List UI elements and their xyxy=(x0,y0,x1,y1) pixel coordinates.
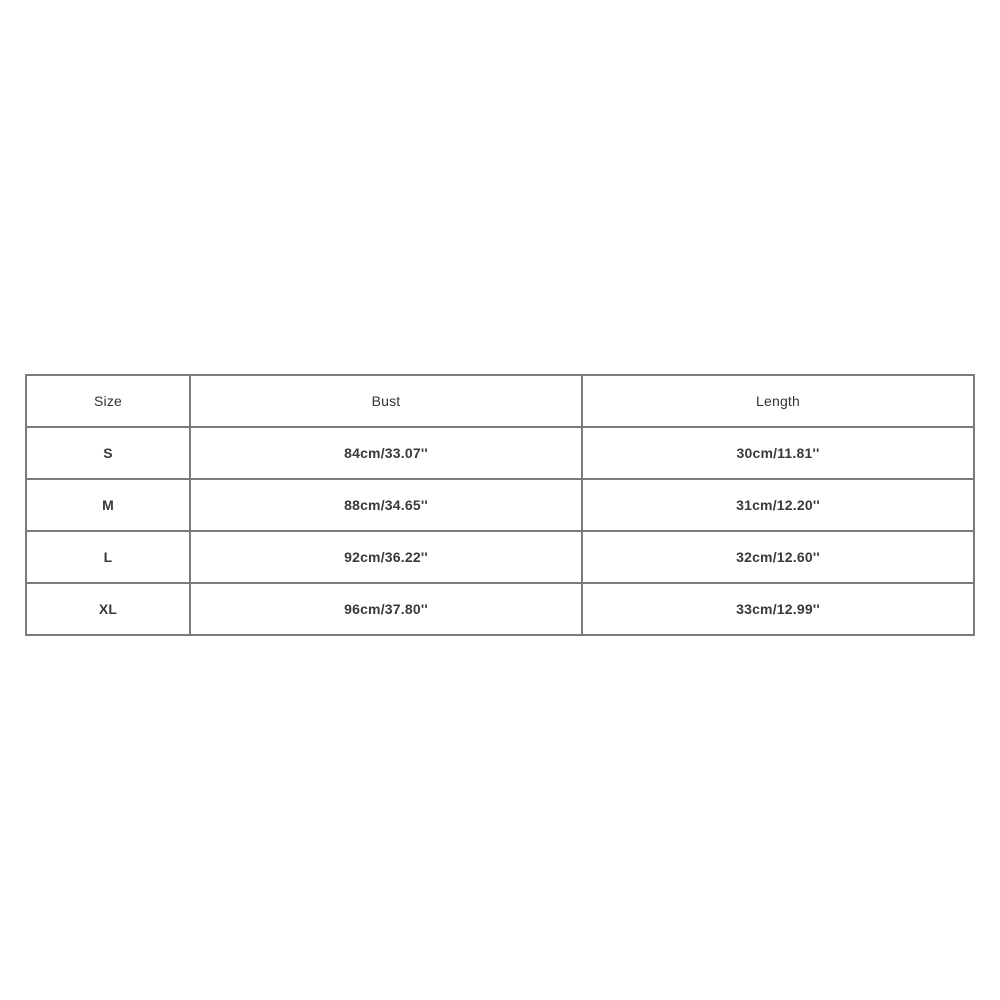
header-bust: Bust xyxy=(190,375,582,427)
bust-cell: 84cm/33.07'' xyxy=(190,427,582,479)
size-cell: M xyxy=(26,479,190,531)
table-row xyxy=(26,479,974,531)
bust-cell: 92cm/36.22'' xyxy=(190,531,582,583)
bust-cell: 96cm/37.80'' xyxy=(190,583,582,635)
table-row xyxy=(26,531,974,583)
size-cell: S xyxy=(26,427,190,479)
bust-cell: 88cm/34.65'' xyxy=(190,479,582,531)
size-cell: L xyxy=(26,531,190,583)
table-row xyxy=(26,427,974,479)
table-row xyxy=(26,583,974,635)
length-cell: 30cm/11.81'' xyxy=(582,427,974,479)
length-cell: 32cm/12.60'' xyxy=(582,531,974,583)
header-length: Length xyxy=(582,375,974,427)
size-cell: XL xyxy=(26,583,190,635)
header-row xyxy=(26,375,974,427)
length-cell: 33cm/12.99'' xyxy=(582,583,974,635)
size-chart-table xyxy=(25,374,975,636)
header-size: Size xyxy=(26,375,190,427)
length-cell: 31cm/12.20'' xyxy=(582,479,974,531)
